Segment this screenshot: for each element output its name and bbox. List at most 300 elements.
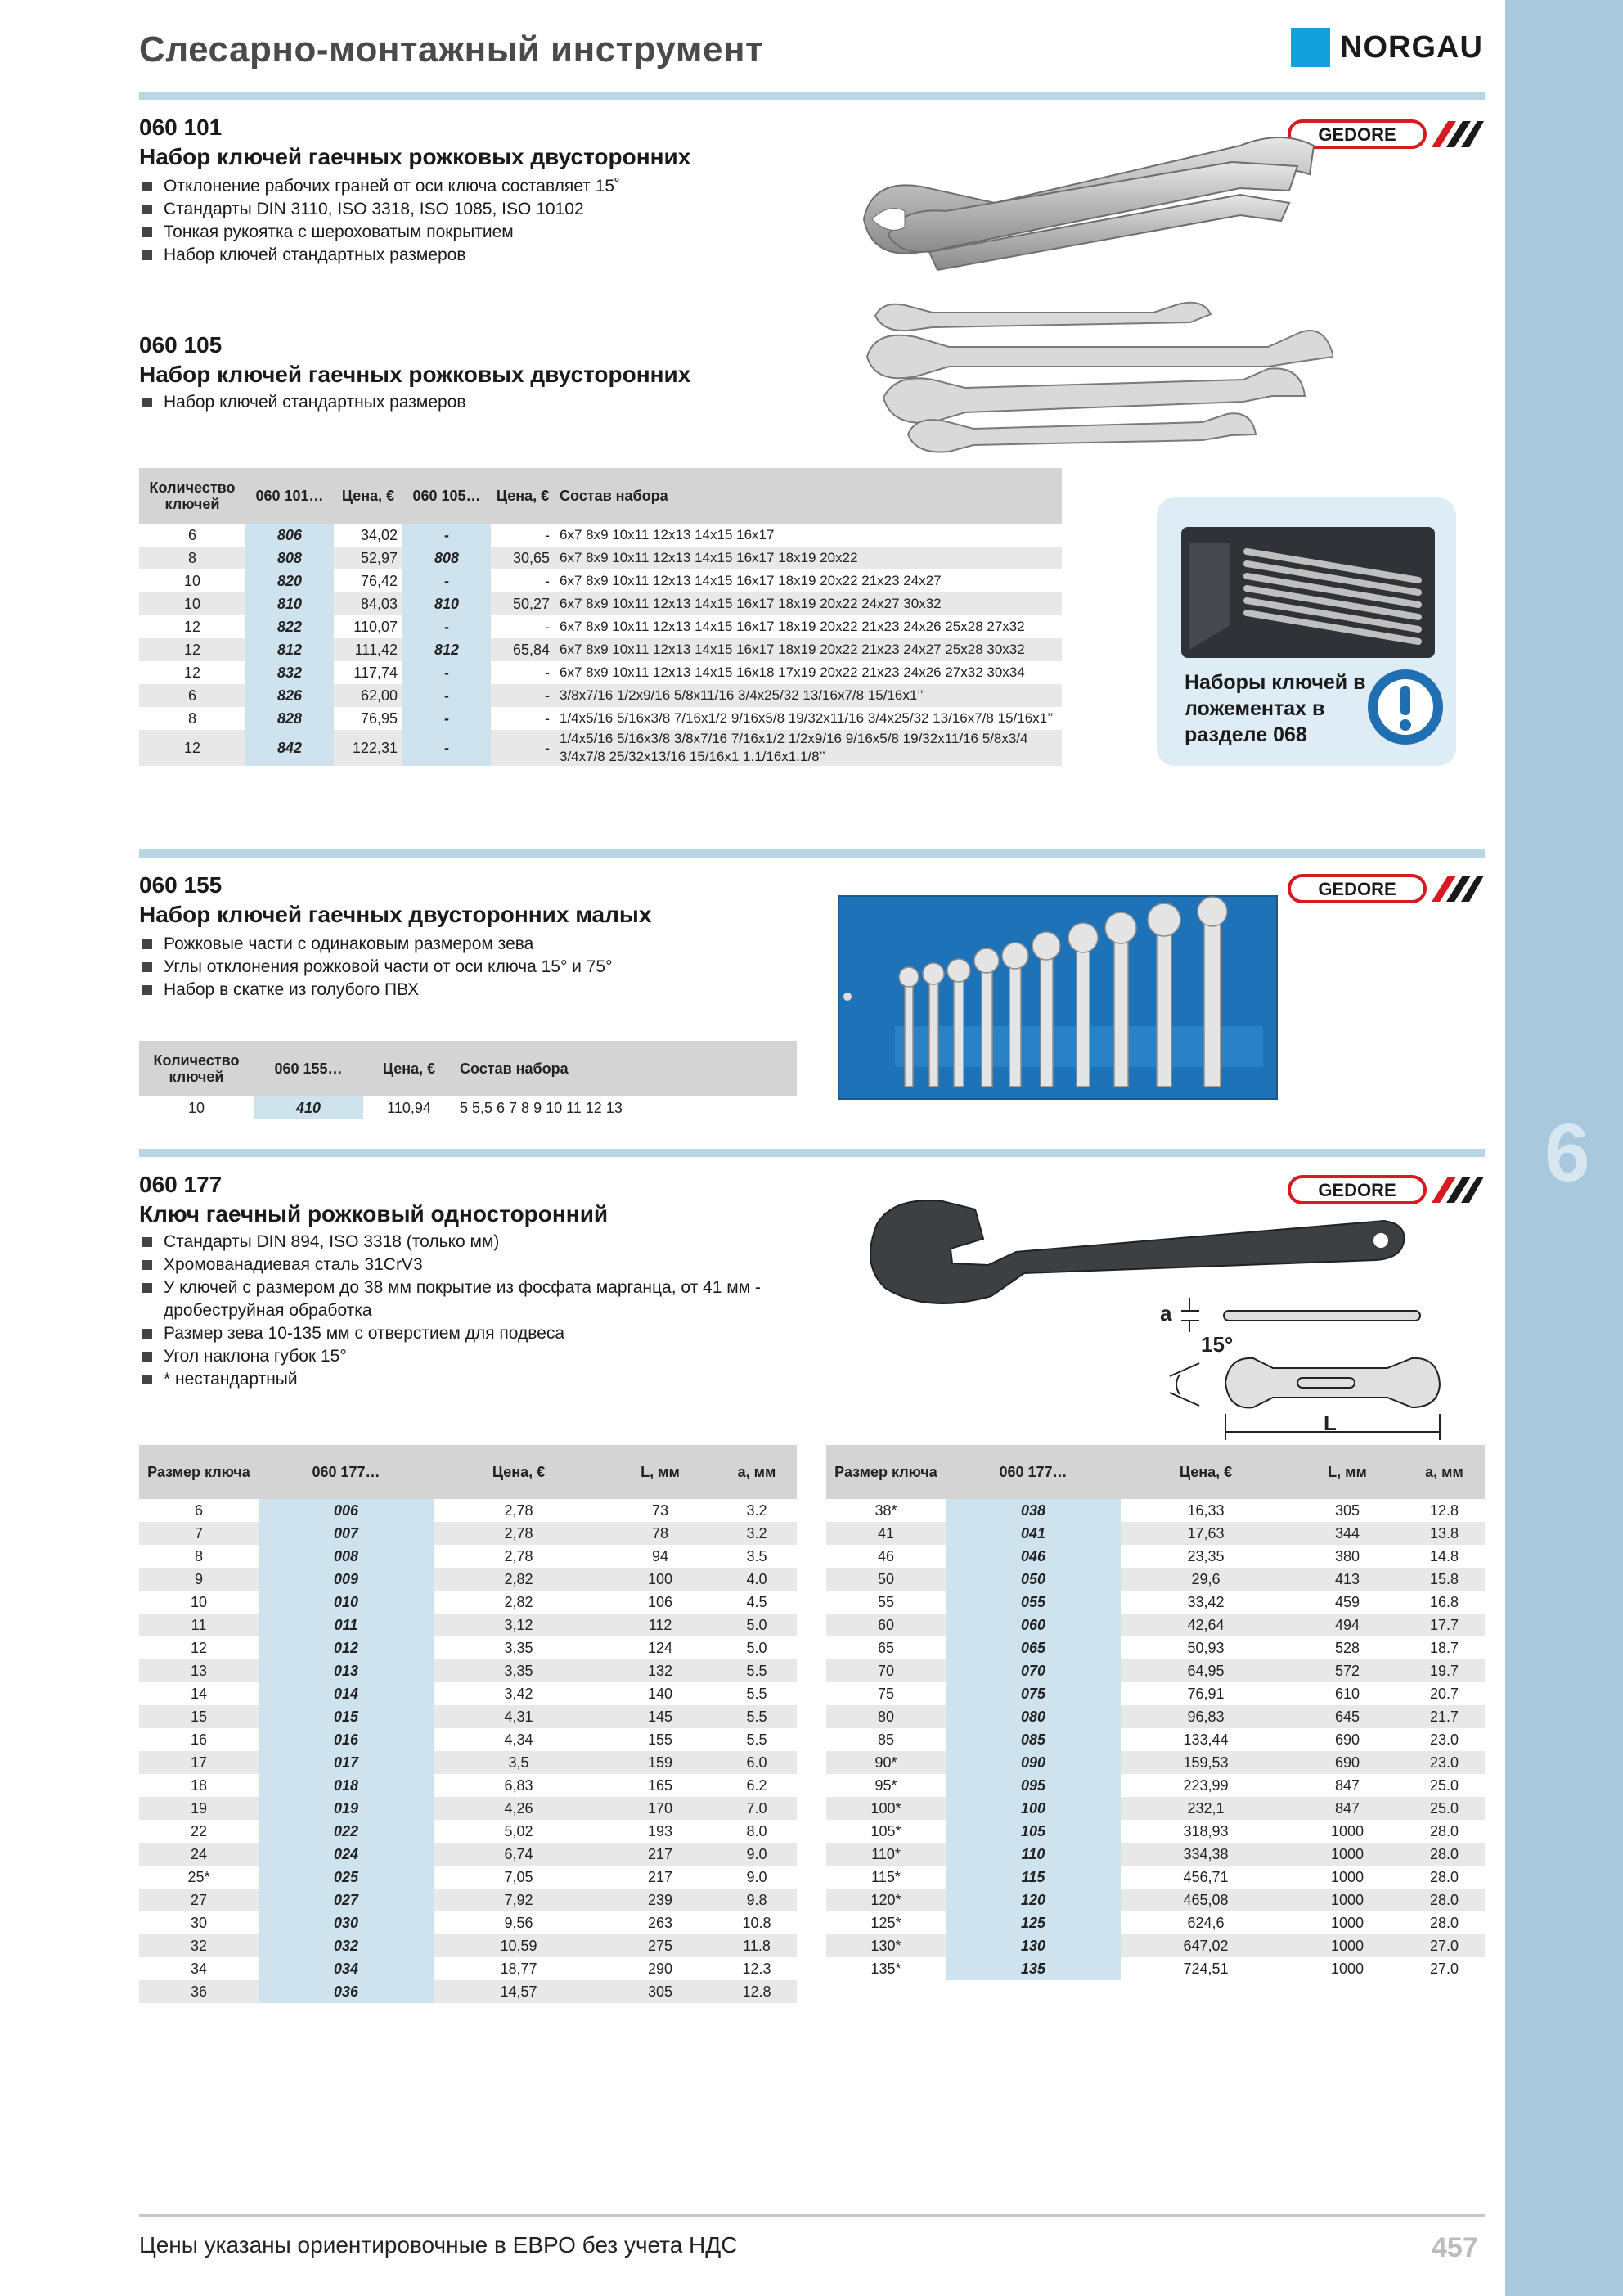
table-row [139,684,1062,707]
article-number: - [402,524,491,547]
notice-text: Наборы ключей в ложементах в разделе 068 [1185,671,1366,746]
table-cell: 6.2 [746,1777,767,1794]
table-cell: 1000 [1291,1934,1404,1957]
product-title: Ключ гаечный рожковый односторонний [139,1201,609,1227]
product-code: 060 155 [139,872,223,898]
table-cell: 85 [877,1731,895,1748]
table-row [826,1889,1485,1911]
table-cell: 6x7 8x9 10x11 12x13 14x15 16x17 18x19 20x22 21x23 24x27 25x28 30x32 [555,638,1062,661]
article-number: 018 [259,1774,434,1797]
table-header-row [139,1445,797,1499]
article-number: 030 [259,1911,434,1934]
table-cell: 12 [139,638,245,661]
table-cell: 4,34 [504,1731,533,1748]
table-cell: 645 [1291,1705,1404,1728]
table-cell: 3,35 [504,1640,533,1656]
table-cell: 16,33 [1187,1502,1225,1519]
page-number: 457 [1432,2232,1478,2263]
table-cell: 3/8x7/16 1/2x9/16 5/8x11/16 3/4x25/32 13/16x7/8 15/16x1’’ [555,684,1062,707]
table-cell: 413 [1291,1568,1404,1591]
notice-box [1157,497,1456,766]
table-cell: 5.5 [717,1659,797,1682]
article-number: 110 [946,1843,1121,1866]
table-row [139,1980,797,2003]
table-cell: 3,12 [434,1614,604,1636]
table-cell: 60 [826,1614,946,1636]
feature-list [141,933,613,1002]
table-cell: 12 [183,619,201,635]
table-row [139,1820,797,1843]
table-cell: 132 [604,1659,717,1682]
table-header-row [139,468,1062,524]
table-cell: 30,65 [491,547,555,569]
feature-list [141,175,620,267]
table-cell: 112 [604,1614,717,1636]
table-cell: 155 [647,1731,673,1748]
article-number: 810 [245,592,334,615]
article-number: 060 [946,1614,1121,1636]
dimension-diagram [1150,1293,1469,1445]
table-cell: 4.5 [746,1594,767,1610]
table-cell: 19.7 [1404,1659,1485,1682]
article-number: - [402,684,491,707]
table-cell: 3,5 [434,1751,604,1774]
article-number: 105 [946,1820,1121,1843]
table-cell: 6,83 [504,1777,533,1794]
table-row [826,1728,1485,1751]
table-cell: 27 [139,1889,259,1911]
table-cell: - [545,710,550,727]
feature-list [141,391,466,414]
table-row [139,730,1062,766]
product-code: 060 177 [139,1172,223,1197]
table-cell: 217 [604,1843,717,1866]
article-number: 013 [259,1659,434,1682]
table-row [139,1934,797,1957]
article-number: 120 [946,1889,1121,1911]
table-cell: 3,42 [504,1686,533,1702]
article-number: 036 [259,1980,434,2003]
table-cell: 115* [871,1869,901,1885]
article-number: 090 [946,1751,1121,1774]
article-number: 070 [946,1659,1121,1682]
article-number: 055 [946,1591,1121,1614]
table-cell: 647,02 [1121,1934,1291,1957]
table-row [139,1705,797,1728]
table-cell: 32 [139,1934,259,1957]
feature-item: Набор в скатке из голубого ПВХ [141,979,613,1002]
article-number: 100 [946,1797,1121,1820]
table-cell: 27.0 [1404,1934,1485,1957]
article-number: 016 [259,1728,434,1751]
table-cell: 2,78 [504,1502,533,1519]
feature-item: Набор ключей стандартных размеров [141,391,466,414]
table-cell: 6,74 [434,1843,604,1866]
product-title: Набор ключей гаечных двусторонних малых [139,902,652,927]
table-cell: 12.8 [1429,1502,1459,1519]
table-row [826,1797,1485,1820]
gedore-logo-text: GEDORE [1318,1180,1396,1200]
table-cell: 2,82 [434,1568,604,1591]
table-cell: 100* [826,1797,946,1820]
table-cell: 5.5 [717,1705,797,1728]
table-cell: 6.0 [717,1751,797,1774]
table-cell: 15 [139,1705,259,1728]
table-cell: 572 [1291,1659,1404,1682]
table-cell: 105* [870,1823,901,1839]
article-number: 095 [946,1774,1121,1797]
article-number: 022 [259,1820,434,1843]
table-cell: 4,31 [434,1705,604,1728]
table-cell: 624,6 [1187,1915,1225,1931]
table-cell: 110* [826,1843,946,1866]
table-cell: 724,51 [1183,1961,1229,1977]
feature-item: Размер зева 10-135 мм с отверстием для подвеса [141,1322,795,1345]
table-cell: 10 [187,1100,205,1116]
table-cell: 17 [139,1751,259,1774]
table-row [826,1957,1485,1980]
table-row [139,524,1062,547]
table-row [826,1568,1485,1591]
article-number: 009 [259,1568,434,1591]
table-cell: 8 [194,1548,203,1564]
table-row [139,1774,797,1797]
table-cell: 1/4x5/16 5/16x3/8 3/8x7/16 7/16x1/2 1/2x9/16 9/16x5/8 19/32x11/16 5/8x3/4 3/4x7/8 25/32x13/16 15/16x1 1.1/16x1.1/8’’ [555,730,1062,766]
table-cell: 275 [604,1934,717,1957]
exclamation-icon [1366,668,1445,746]
article-number: 014 [259,1682,434,1705]
table-row [139,1659,797,1682]
table-row [826,1545,1485,1568]
article-number: 010 [259,1591,434,1614]
table-cell: 23.0 [1404,1751,1485,1774]
table-cell: 15.8 [1404,1568,1485,1591]
feature-item: Рожковые части с одинаковым размером зева [141,933,613,956]
feature-item: Угол наклона губок 15° [141,1345,795,1368]
table-cell: 5.0 [746,1640,767,1656]
table-cell: 65,84 [491,638,555,661]
article-number: 826 [245,684,334,707]
table-cell: 10.8 [742,1915,771,1931]
table-cell: 12 [139,730,245,766]
table-cell: 8 [139,547,245,569]
table-cell: 305 [604,1980,717,2003]
table-cell: 55 [877,1594,895,1610]
table-row [826,1522,1485,1545]
table-cell: 232,1 [1121,1797,1291,1820]
table-cell: 290 [647,1961,673,1977]
table-cell: 7,05 [504,1869,533,1885]
table-row [826,1591,1485,1614]
table-cell: 80 [826,1705,946,1728]
section-divider [139,849,1485,858]
table-cell: 106 [647,1594,673,1610]
logo-text: NORGAU [1340,29,1483,65]
table-cell: 65 [877,1640,895,1656]
table-cell: 12.8 [717,1980,797,2003]
table-cell: 90* [826,1751,946,1774]
table-cell: 7 [139,1522,259,1545]
article-number: 034 [259,1957,434,1980]
table-cell: 50 [826,1568,946,1591]
table-cell: 12 [190,1640,208,1656]
article-number: 038 [946,1499,1121,1522]
table-cell: 34,02 [360,527,398,543]
table-cell: 3.5 [746,1548,767,1564]
table-cell: 73 [651,1502,669,1519]
article-number: 032 [259,1934,434,1957]
column-header: Состав набора [455,1041,797,1096]
dimension-label-length: L [1324,1411,1337,1435]
table-cell: 16 [190,1731,208,1748]
table-cell: 4,26 [434,1797,604,1820]
table-cell: 78 [604,1522,717,1545]
table-row [826,1843,1485,1866]
table-cell: 6 [187,527,196,543]
table-cell: 62,00 [334,684,402,707]
table-row [139,1843,797,1866]
column-header: L, мм [604,1445,717,1499]
feature-item: Тонкая рукоятка с шероховатым покрытием [141,221,620,244]
table-cell: 28.0 [1429,1869,1459,1885]
table-cell: - [491,684,555,707]
article-number: 806 [245,524,334,547]
table-cell: 5 5,5 6 7 8 9 10 11 12 13 [460,1100,623,1116]
table-cell: 120* [826,1889,946,1911]
table-cell: 25* [187,1869,210,1885]
table-cell: 9.0 [717,1843,797,1866]
table-cell: 494 [1291,1614,1404,1636]
table-cell: 610 [1334,1686,1360,1702]
table-cell: 159,53 [1121,1751,1291,1774]
table-cell: 5.0 [717,1614,797,1636]
table-cell: 10 [139,592,245,615]
table-cell: 465,08 [1121,1889,1291,1911]
table-cell: 344 [1291,1522,1404,1545]
column-header: L, мм [1291,1445,1404,1499]
table-cell: 6x7 8x9 10x11 12x13 14x15 16x17 18x19 20x22 21x23 24x26 25x28 27x32 [560,619,1025,634]
table-cell: 20.7 [1429,1686,1459,1702]
table-cell: 14,57 [434,1980,604,2003]
table-cell: 36 [139,1980,259,2003]
table-cell: 14 [190,1686,208,1702]
column-header: a, мм [717,1445,797,1499]
article-number: 041 [946,1522,1121,1545]
article-number: 065 [946,1636,1121,1659]
table-cell: 28.0 [1429,1823,1459,1839]
table-cell: 28.0 [1429,1915,1459,1931]
table-cell: 193 [647,1823,673,1839]
table-cell: 847 [1334,1777,1360,1794]
table-cell: 22 [190,1823,208,1839]
wrench-table-left [139,1445,797,2003]
table-cell: 30 [190,1915,208,1931]
footer-note: Цены указаны ориентировочные в ЕВРО без учета НДС [139,2232,738,2258]
article-number: 810 [402,592,491,615]
article-number: - [402,730,491,766]
table-row [139,638,1062,661]
table-cell: 7.0 [717,1797,797,1820]
table-cell: 318,93 [1183,1823,1229,1839]
article-number: 832 [245,661,334,684]
article-number: 130 [946,1934,1121,1957]
table-cell: 145 [604,1705,717,1728]
tray-image [1181,527,1435,658]
table-cell: 13 [139,1659,259,1682]
wrench-set-image [859,291,1333,459]
table-cell: 2,78 [434,1522,604,1545]
table-cell: 135* [870,1961,901,1977]
table-cell: 1/4x5/16 5/16x3/8 7/16x1/2 9/16x5/8 19/32x11/16 3/4x25/32 13/16x7/8 15/16x1’’ [560,710,1054,726]
article-number: 808 [402,547,491,569]
table-cell: 5.5 [746,1731,767,1748]
gedore-logo-text: GEDORE [1318,124,1396,145]
set-table [139,1041,797,1119]
table-cell: 96,83 [1121,1705,1291,1728]
column-header: Цена, € [334,468,402,524]
article-number: 012 [259,1636,434,1659]
table-cell: 1000 [1291,1889,1404,1911]
table-cell: 125* [870,1915,901,1931]
table-row [139,592,1062,615]
table-cell: 6x7 8x9 10x11 12x13 14x15 16x17 18x19 20x22 21x23 24x27 [560,573,942,588]
section-divider [139,92,1485,100]
table-cell: 1000 [1291,1843,1404,1866]
column-header: Цена, € [363,1041,455,1096]
table-cell: 6x7 8x9 10x11 12x13 14x15 16x17 18x19 20x22 24x27 30x32 [555,592,1062,615]
product-title: Набор ключей гаечных рожковых двусторонних [139,144,691,169]
article-number: - [402,615,491,638]
table-cell: - [491,730,555,766]
table-cell: 2,78 [504,1548,533,1564]
table-cell: 1000 [1330,1961,1364,1977]
table-cell: 124 [647,1640,673,1656]
table-cell: 111,42 [334,638,402,661]
table-cell: 690 [1334,1731,1360,1748]
table-row [826,1820,1485,1843]
table-cell: 14.8 [1429,1548,1459,1564]
table-cell: 133,44 [1183,1731,1229,1748]
article-number: 075 [946,1682,1121,1705]
article-number: 025 [259,1866,434,1889]
chapter-number: 6 [1544,1107,1590,1199]
table-cell: 64,95 [1121,1659,1291,1682]
table-cell: 3.2 [746,1502,767,1519]
table-cell: 76,91 [1187,1686,1225,1702]
table-cell: - [545,527,550,543]
table-cell: 76,95 [360,710,398,727]
article-number: - [402,707,491,730]
table-header-row [826,1445,1485,1499]
table-cell: 9 [139,1568,259,1591]
table-cell: 18,77 [500,1961,537,1977]
article-number: 812 [245,638,334,661]
gedore-logo [1288,872,1484,905]
table-row [139,1614,797,1636]
table-row [826,1499,1485,1522]
table-cell: 456,71 [1183,1869,1229,1885]
table-row [826,1682,1485,1705]
article-number: 828 [245,707,334,730]
table-cell: 9,56 [504,1915,533,1931]
table-row [139,1636,797,1659]
table-row [139,615,1062,638]
table-cell: 10 [190,1594,208,1610]
feature-item: Углы отклонения рожковой части от оси ключа 15° и 75° [141,956,613,979]
wrench-table-right [826,1445,1485,1980]
table-cell: 10 [183,573,201,589]
article-number: 808 [245,547,334,569]
norgau-logo [1291,28,1483,67]
product-code: 060 101 [139,115,223,140]
table-cell: 3.2 [717,1522,797,1545]
article-number: 015 [259,1705,434,1728]
table-cell: 217 [647,1869,673,1885]
table-cell: 110,07 [353,619,398,635]
column-header: 060 177… [946,1445,1121,1499]
table-cell: 9.0 [746,1869,767,1885]
table-cell: 8.0 [746,1823,767,1839]
article-number: 410 [254,1096,363,1119]
table-cell: 1000 [1330,1869,1364,1885]
column-header: Количество ключей [139,468,245,524]
table-cell: 17,63 [1121,1522,1291,1545]
table-row [826,1614,1485,1636]
article-number: 125 [946,1911,1121,1934]
column-header: 060 101… [245,468,334,524]
table-cell: 25.0 [1429,1777,1459,1794]
column-header: Состав набора [555,468,1062,524]
table-cell: 29,6 [1121,1568,1291,1591]
table-cell: 1000 [1330,1915,1364,1931]
article-number: 115 [946,1866,1121,1889]
column-header: Размер ключа [826,1445,946,1499]
table-cell: 6 [139,684,245,707]
article-number: 011 [259,1614,434,1636]
table-cell: 6x7 8x9 10x11 12x13 14x15 16x18 17x19 20x22 21x23 24x26 27x32 30x34 [560,664,1025,680]
table-cell: 380 [1334,1548,1360,1564]
table-cell: 75 [877,1686,895,1702]
table-row [139,1889,797,1911]
column-header: Цена, € [1121,1445,1291,1499]
table-cell: 334,38 [1121,1843,1291,1866]
table-cell: 8 [187,710,196,727]
table-cell: 94 [651,1548,669,1564]
table-cell: 84,03 [334,592,402,615]
table-cell: 76,42 [360,573,398,589]
table-cell: 21.7 [1404,1705,1485,1728]
table-cell: 12 [183,664,201,681]
table-cell: 170 [604,1797,717,1820]
angle-label: 15° [1201,1332,1234,1357]
column-header: Размер ключа [139,1445,259,1499]
feature-item: Стандарты DIN 894, ISO 3318 (только мм) [141,1231,795,1254]
table-cell: 165 [647,1777,673,1794]
article-number: 006 [259,1499,434,1522]
table-cell: 140 [647,1686,673,1702]
table-cell: 6 [194,1502,203,1519]
table-row [826,1751,1485,1774]
page-title: Слесарно-монтажный инструмент [139,29,764,70]
table-cell: 305 [1334,1502,1360,1519]
table-cell: 50,93 [1187,1640,1225,1656]
table-cell: 10,59 [434,1934,604,1957]
column-header: 060 177… [259,1445,434,1499]
table-cell: 34 [190,1961,208,1977]
table-cell: 18 [190,1777,208,1794]
table-cell: 33,42 [1187,1594,1225,1610]
section-divider [139,1149,1485,1157]
